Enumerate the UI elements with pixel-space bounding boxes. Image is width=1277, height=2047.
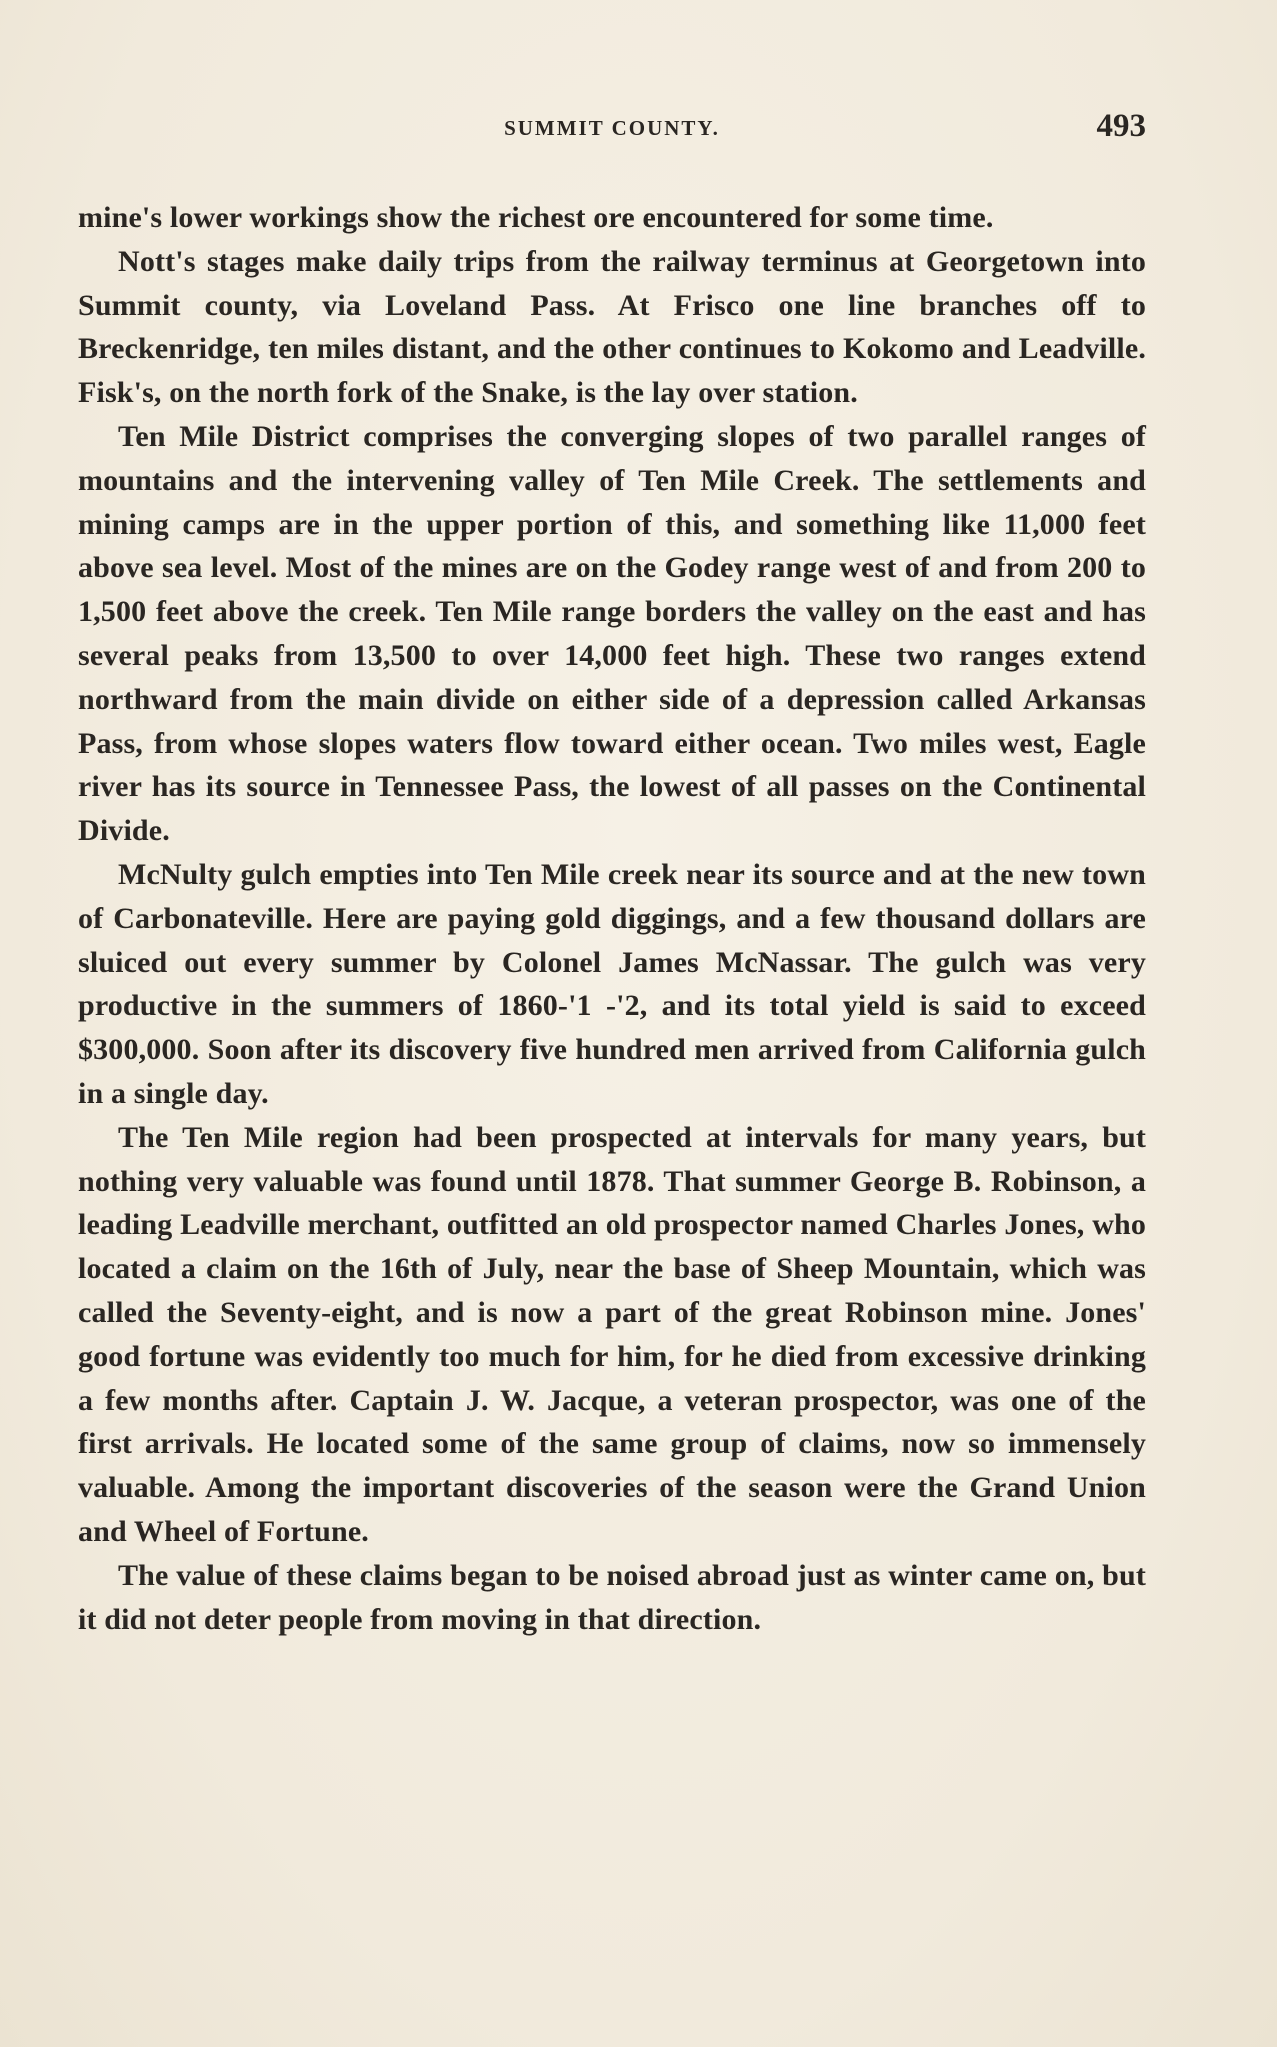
- running-title: SUMMIT COUNTY.: [504, 116, 720, 140]
- running-head: [78, 108, 1146, 148]
- paragraph-claims-value: The value of these claims began to be noised abroad just as winter came on, but it did not deter people from moving in that direction.: [78, 1558, 1146, 1636]
- page-number: 493: [1096, 108, 1146, 144]
- body-text: [78, 196, 1146, 1641]
- paragraph-ten-mile-district: Ten Mile District comprises the converging slopes of two parallel ranges of mountains and the intervening valley of Ten Mile Creek. The settlements and mining camps are in the upper portion of this, and something like 11,000 feet above sea level. Most of the mines are on the Godey range west of and from 200 to 1,500 feet above the creek. Ten Mile range borders the valley on the east and has several peaks from 13,500 to over 14,000 feet high. These two ranges extend northward from the main divide on either side of a depression called Arkansas Pass, from whose slopes waters flow toward either ocean. Two miles west, Eagle river has its source in Tennessee Pass, the lowest of all passes on the Continental Divide.: [78, 419, 1146, 848]
- paragraph-stages: Nott's stages make daily trips from the railway terminus at Georgetown into Summit county, via Loveland Pass. At Frisco one line branches off to Breckenridge, ten miles distant, and the other continues to Kokomo and Leadville. Fisk's, on the north fork of the Snake, is the lay over station.: [78, 244, 1146, 410]
- paragraph-mcnulty-gulch: McNulty gulch empties into Ten Mile creek near its source and at the new town of Carbonateville. Here are paying gold diggings, and a few thousand dollars are sluiced out every summer by Colonel James McNassar. The gulch was very productive in the summers of 1860-'1 -'2, and its total yield is said to exceed $300,000. Soon after its discovery five hundred men arrived from California gulch in a single day.: [78, 857, 1146, 1110]
- paragraph-ten-mile-region: The Ten Mile region had been prospected at intervals for many years, but nothing very valuable was found until 1878. That summer George B. Robinson, a leading Leadville merchant, outfitted an old prospector named Charles Jones, who located a claim on the 16th of July, near the base of Sheep Mountain, which was called the Seventy-eight, and is now a part of the great Robinson mine. Jones' good fortune was evidently too much for him, for he died from excessive drinking a few months after. Captain J. W. Jacque, a veteran prospector, was one of the first arrivals. He located some of the same group of claims, now so immensely valuable. Among the important discoveries of the season were the Grand Union and Wheel of Fortune.: [78, 1120, 1146, 1548]
- paragraph-continuation: mine's lower workings show the richest ore encountered for some time.: [78, 201, 994, 234]
